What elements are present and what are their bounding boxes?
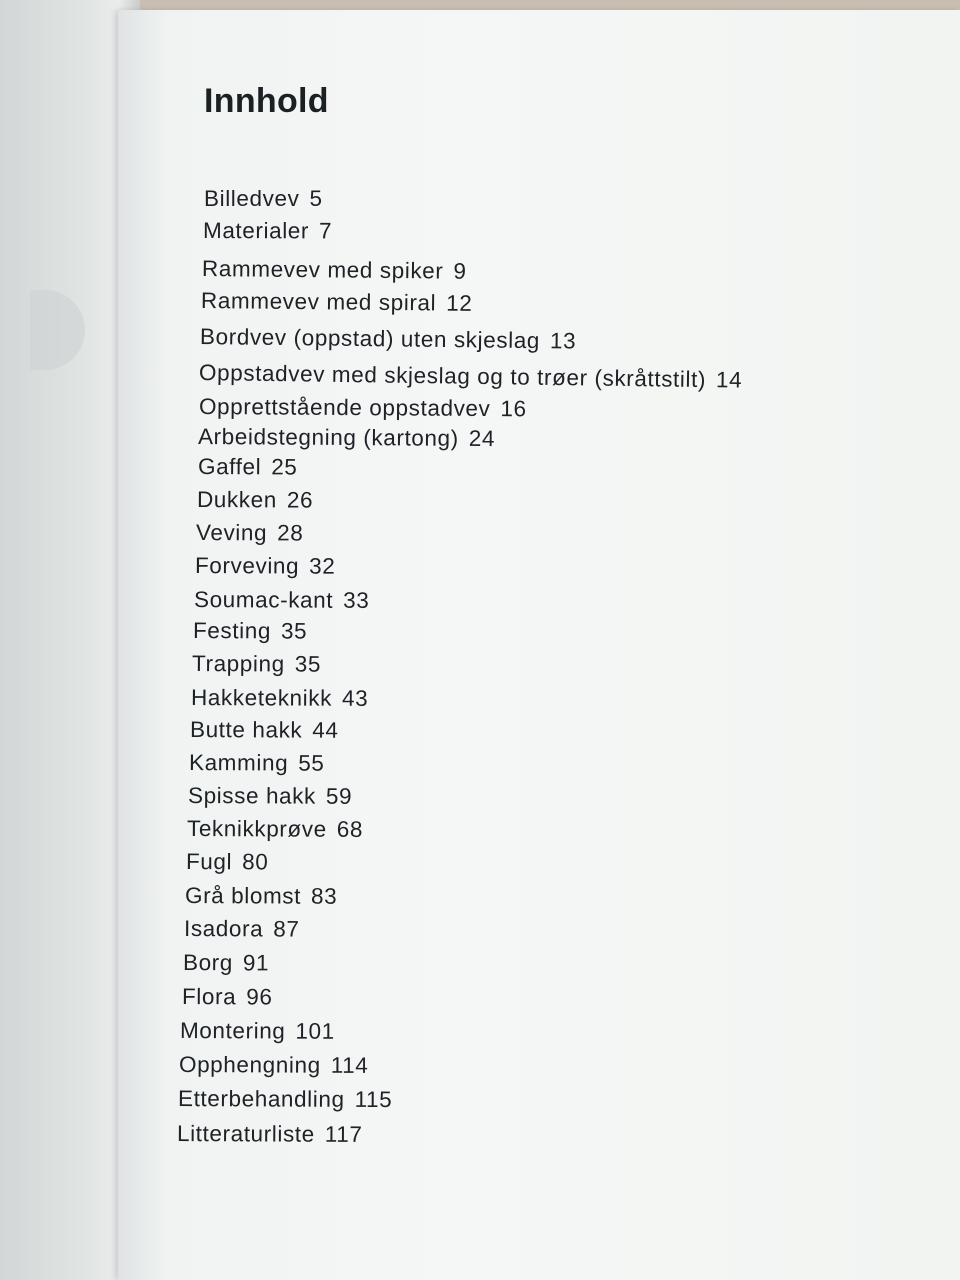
toc-entry: [199, 394, 527, 422]
toc-entry-title: Bordvev (oppstad) uten skjeslag: [199, 324, 541, 354]
toc-entry-page-number: 14: [715, 367, 743, 393]
toc-entry: [187, 816, 363, 843]
toc-entry-page-number: 16: [500, 396, 527, 422]
toc-entry: [202, 256, 467, 285]
toc-entry: [177, 1121, 363, 1148]
toc-entry-page-number: 24: [468, 425, 496, 452]
page-title: Innhold: [204, 82, 329, 120]
toc-entry: [188, 783, 352, 810]
toc-entry-page-number: 25: [271, 454, 298, 480]
toc-entry: [200, 324, 577, 355]
toc-entry-page-number: 96: [246, 984, 273, 1010]
toc-entry-title: Rammevev med spiral: [200, 288, 437, 316]
toc-entry-title: Fugl: [185, 849, 233, 875]
toc-entry-title: Rammevev med spiker: [201, 256, 444, 284]
toc-entry-page-number: 83: [310, 883, 338, 909]
toc-entry-title: Kamming: [188, 750, 289, 776]
toc-entry: [198, 424, 495, 452]
toc-entry-page-number: 80: [242, 849, 269, 875]
toc-entry: [185, 883, 337, 910]
toc-entry-page-number: 13: [549, 328, 577, 354]
toc-entry-page-number: 35: [294, 651, 322, 677]
toc-entry: [179, 1052, 369, 1079]
toc-entry-page-number: 35: [280, 618, 308, 644]
toc-entry-title: Grå blomst: [184, 883, 302, 909]
toc-entry-title: Billedvev: [204, 186, 300, 211]
toc-entry-page-number: 9: [453, 258, 467, 284]
toc-entry-title: Trapping: [191, 651, 285, 677]
toc-entry-title: Festing: [192, 618, 272, 644]
toc-entry-title: Opphengning: [178, 1052, 321, 1078]
toc-entry-title: Arbeidstegning (kartong): [197, 424, 459, 451]
toc-entry: [184, 916, 300, 943]
toc-entry: [195, 553, 336, 580]
toc-entry-title: Montering: [179, 1018, 286, 1044]
toc-entry-page-number: 44: [312, 717, 339, 743]
toc-entry: [194, 587, 370, 614]
toc-entry: [183, 950, 269, 976]
toc-entry-page-number: 43: [341, 685, 369, 711]
facing-page-print-mark: [30, 290, 85, 370]
toc-entry-page-number: 68: [336, 816, 364, 842]
toc-entry-page-number: 32: [309, 553, 336, 579]
toc-entry-page-number: 28: [277, 520, 304, 546]
toc-entry-title: Butte hakk: [189, 717, 303, 743]
toc-entry: [182, 984, 273, 1010]
toc-entry: [192, 651, 321, 678]
toc-entry-page-number: 26: [286, 487, 314, 513]
toc-entry: [204, 186, 323, 212]
toc-entry: [178, 1086, 392, 1113]
toc-entry-title: Oppstadvev med skjeslag og to trøer (skråttstilt): [198, 360, 707, 393]
toc-entry-title: Soumac-kant: [193, 587, 334, 613]
toc-entry-title: Etterbehandling: [177, 1086, 345, 1112]
toc-entry-page-number: 114: [330, 1052, 369, 1078]
toc-entry: [191, 685, 368, 712]
toc-entry-title: Isadora: [183, 916, 264, 942]
toc-entry-page-number: 101: [295, 1018, 335, 1044]
toc-entry-title: Forveving: [194, 553, 300, 579]
toc-entry-page-number: 59: [325, 783, 353, 809]
toc-entry-title: Dukken: [196, 487, 277, 513]
toc-entry-page-number: 117: [324, 1121, 363, 1147]
toc-entry-title: Teknikkprøve: [186, 816, 327, 842]
toc-entry-page-number: 7: [318, 218, 333, 244]
toc-entry: [199, 360, 743, 394]
toc-entry-page-number: 33: [343, 587, 370, 613]
toc-entry-title: Litteraturliste: [176, 1121, 315, 1147]
toc-entry: [190, 717, 339, 744]
toc-entry: [196, 520, 304, 547]
toc-entry-title: Hakketeknikk: [190, 685, 333, 711]
toc-entry-title: Flora: [181, 984, 237, 1010]
toc-entry-page-number: 55: [298, 750, 325, 776]
toc-entry: [180, 1018, 335, 1045]
toc-entry: [197, 487, 313, 514]
toc-entry-page-number: 5: [309, 186, 323, 211]
toc-entry: [201, 288, 473, 317]
toc-entry: [189, 750, 325, 777]
toc-entry-page-number: 91: [242, 950, 270, 976]
toc-entry: [198, 454, 298, 481]
toc-entry-page-number: 12: [446, 290, 473, 316]
toc-entry: [186, 849, 269, 875]
toc-entry-page-number: 115: [354, 1086, 393, 1113]
toc-entry-title: Spisse hakk: [187, 783, 316, 809]
toc-entry-title: Opprettstående oppstadvev: [198, 394, 491, 422]
toc-entry-title: Veving: [195, 520, 268, 546]
toc-entry: [193, 618, 307, 645]
toc-entry-title: Gaffel: [197, 454, 262, 480]
toc-entry: [203, 218, 332, 244]
contents-page: [118, 10, 960, 1280]
toc-entry-title: Borg: [182, 950, 234, 976]
toc-entry-title: Materialer: [202, 218, 310, 244]
toc-entry-page-number: 87: [273, 916, 300, 942]
